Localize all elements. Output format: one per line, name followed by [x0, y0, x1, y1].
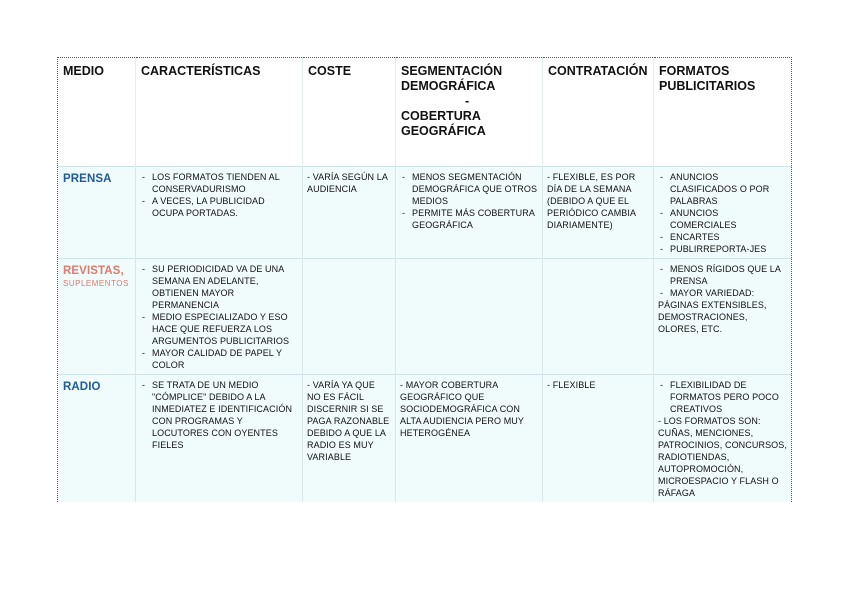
header-seg-line2: DEMOGRÁFICA — [401, 79, 496, 93]
row-revistas — [58, 259, 792, 375]
medio-radio: RADIO — [58, 375, 136, 503]
radio-formatos — [654, 375, 792, 503]
header-caracteristicas: CARACTERÍSTICAS — [136, 58, 303, 167]
prensa-caracteristicas — [136, 167, 303, 259]
header-segmentacion — [396, 58, 543, 167]
prensa-segmentacion — [396, 167, 543, 259]
header-formatos-line1: FORMATOS — [659, 64, 730, 78]
revistas-segmentacion — [396, 259, 543, 375]
list-item: - PERMITE MÁS COBERTURA GEOGRÁFICA — [400, 207, 538, 231]
medio-revistas — [58, 259, 136, 375]
radio-segmentacion: - MAYOR COBERTURA GEOGRÁFICO QUE SOCIODEMOGRÁFICA CON ALTA AUDIENCIA PERO MUY HETEROGÉNEA — [396, 375, 543, 503]
revistas-coste — [303, 259, 396, 375]
header-seg-line1: SEGMENTACIÓN — [401, 64, 503, 78]
medio-revistas-label: REVISTAS, — [63, 265, 124, 277]
prensa-contratacion: - FLEXIBLE, ES POR DÍA DE LA SEMANA (DEBIDO A QUE EL PERIÓDICO CAMBIA DIARIAMENTE) — [543, 167, 654, 259]
list-item: - ANUNCIOS CLASIFICADOS O POR PALABRAS — [658, 171, 787, 207]
list-item: - MAYOR CALIDAD DE PAPEL Y COLOR — [140, 347, 298, 371]
list-item: - MENOS RÍGIDOS QUE LA PRENSA — [658, 263, 787, 287]
header-medio: MEDIO — [58, 58, 136, 167]
list-item: - MENOS SEGMENTACIÓN DEMOGRÁFICA QUE OTROS MEDIOS — [400, 171, 538, 207]
medio-prensa: PRENSA — [58, 167, 136, 259]
list-item: - SE TRATA DE UN MEDIO "CÓMPLICE" DEBIDO A LA INMEDIATEZ E IDENTIFICACIÓN CON PROGRAMAS Y LOCUTORES CON OYENTES FIELES — [140, 379, 298, 451]
header-seg-line3: COBERTURA — [401, 109, 481, 123]
header-formatos-line2: PUBLICITARIOS — [659, 79, 756, 93]
radio-caracteristicas — [136, 375, 303, 503]
revistas-formatos — [654, 259, 792, 375]
list-item: - MEDIO ESPECIALIZADO Y ESO HACE QUE REFUERZA LOS ARGUMENTOS PUBLICITARIOS — [140, 311, 298, 347]
radio-contratacion: - FLEXIBLE — [543, 375, 654, 503]
radio-formatos-tail: - LOS FORMATOS SON: CUÑAS, MENCIONES, PATROCINIOS, CONCURSOS, RADIOTIENDAS, AUTOPROMOCIÓN, MICROESPACIO Y FLASH O RÁFAGA — [658, 416, 787, 498]
list-item: - SU PERIODICIDAD VA DE UNA SEMANA EN ADELANTE, OBTIENEN MAYOR PERMANENCIA — [140, 263, 298, 311]
list-item: - MAYOR VARIEDAD: — [658, 287, 787, 299]
row-prensa — [58, 167, 792, 259]
header-seg-dash: - — [465, 94, 470, 108]
list-item: - LOS FORMATOS TIENDEN AL CONSERVADURISMO — [140, 171, 298, 195]
header-contratacion: CONTRATACIÓN — [543, 58, 654, 167]
header-row — [58, 58, 792, 167]
prensa-formatos — [654, 167, 792, 259]
header-coste: COSTE — [303, 58, 396, 167]
row-radio — [58, 375, 792, 503]
list-item: - FLEXIBILIDAD DE FORMATOS PERO POCO CREATIVOS — [658, 379, 787, 415]
revistas-caracteristicas — [136, 259, 303, 375]
header-formatos — [654, 58, 792, 167]
list-item: - ANUNCIOS COMERCIALES — [658, 207, 787, 231]
medio-revistas-sub: SUPLEMENTOS — [63, 279, 129, 288]
list-item: - PUBLIRREPORTA-JES — [658, 243, 787, 255]
revistas-formatos-tail: PÁGINAS EXTENSIBLES, DEMOSTRACIONES, OLORES, ETC. — [658, 300, 767, 334]
prensa-coste: - VARÍA SEGÚN LA AUDIENCIA — [303, 167, 396, 259]
list-item: - ENCARTES — [658, 231, 787, 243]
list-item: - A VECES, LA PUBLICIDAD OCUPA PORTADAS. — [140, 195, 298, 219]
radio-coste: - VARÍA YA QUE NO ES FÁCIL DISCERNIR SI SE PAGA RAZONABLE DEBIDO A QUE LA RADIO ES MUY VARIABLE — [303, 375, 396, 503]
header-seg-line4: GEOGRÁFICA — [401, 124, 486, 138]
revistas-contratacion — [543, 259, 654, 375]
media-comparison-table — [57, 57, 792, 502]
